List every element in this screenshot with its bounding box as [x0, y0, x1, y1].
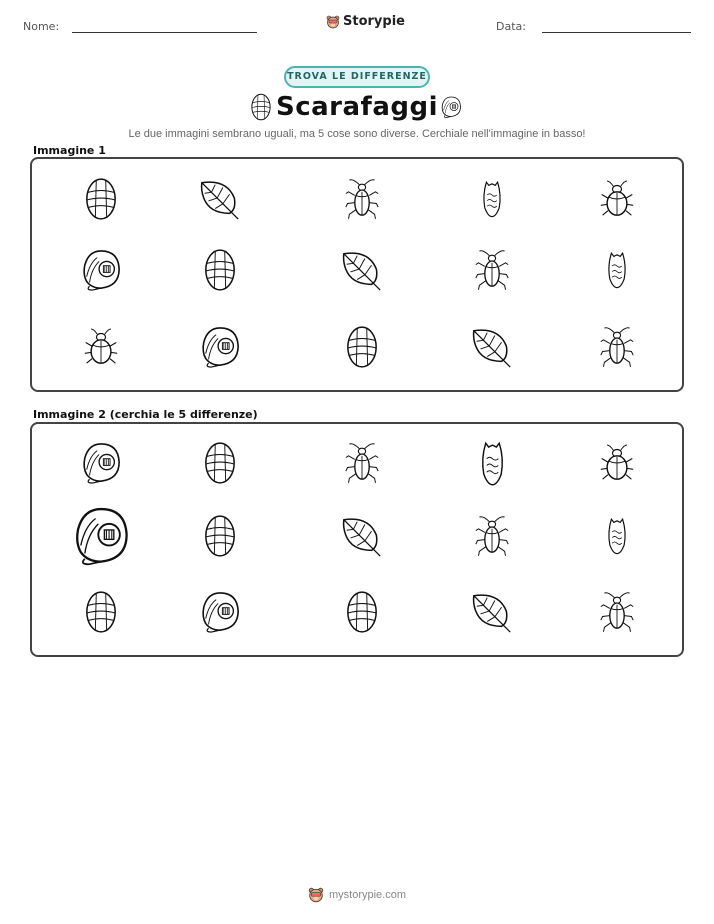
name-label: Nome:	[23, 20, 60, 33]
egg-case-icon	[345, 325, 379, 374]
leaf-icon	[198, 177, 242, 226]
beetle-icon	[83, 327, 119, 372]
egg-case-icon[interactable]	[203, 441, 237, 490]
snail-shell-icon[interactable]	[199, 590, 241, 639]
footer-url[interactable]: mystorypie.com	[328, 889, 407, 901]
cockroach-icon[interactable]	[599, 590, 635, 639]
date-label: Data:	[496, 20, 526, 33]
footer	[0, 887, 714, 903]
name-field[interactable]	[72, 32, 257, 33]
leaf-icon	[340, 248, 384, 297]
image2-panel[interactable]	[30, 422, 684, 657]
egg-case-icon[interactable]	[203, 514, 237, 563]
egg-case-icon[interactable]	[345, 590, 379, 639]
cockroach-icon	[474, 248, 510, 297]
larva-icon[interactable]	[478, 437, 507, 495]
brand-name: Storypie	[343, 14, 405, 29]
cockroach-icon	[344, 177, 380, 226]
snail-shell-icon[interactable]	[71, 505, 131, 572]
leaf-icon	[470, 325, 514, 374]
leaf-icon[interactable]	[340, 514, 384, 563]
snail-shell-icon	[440, 93, 462, 126]
page-title: Scarafaggi	[275, 92, 439, 122]
date-field[interactable]	[542, 32, 691, 33]
cockroach-icon[interactable]	[344, 441, 380, 490]
snail-shell-icon[interactable]	[80, 441, 122, 490]
image1-panel	[30, 157, 684, 392]
larva-icon[interactable]	[605, 514, 629, 563]
image1-label: Immagine 1	[33, 144, 106, 157]
bear-mascot-icon	[308, 887, 324, 903]
image2-label: Immagine 2 (cerchia le 5 differenze)	[33, 408, 258, 421]
instructions: Le due immagini sembrano uguali, ma 5 cose sono diverse. Cerchiale nell'immagine in basso!	[128, 128, 586, 140]
beetle-icon	[599, 179, 635, 224]
larva-icon	[480, 177, 504, 226]
cockroach-icon	[599, 325, 635, 374]
bear-mascot-icon	[326, 15, 340, 29]
larva-icon	[605, 248, 629, 297]
beetle-icon[interactable]	[599, 443, 635, 488]
snail-shell-icon	[199, 325, 241, 374]
egg-case-icon	[84, 177, 118, 226]
activity-badge: TROVA LE DIFFERENZE	[284, 66, 430, 88]
cockroach-icon[interactable]	[474, 514, 510, 563]
brand-logo	[326, 14, 405, 29]
egg-case-icon[interactable]	[84, 590, 118, 639]
egg-case-icon	[203, 248, 237, 297]
leaf-icon[interactable]	[470, 590, 514, 639]
snail-shell-icon	[80, 248, 122, 297]
